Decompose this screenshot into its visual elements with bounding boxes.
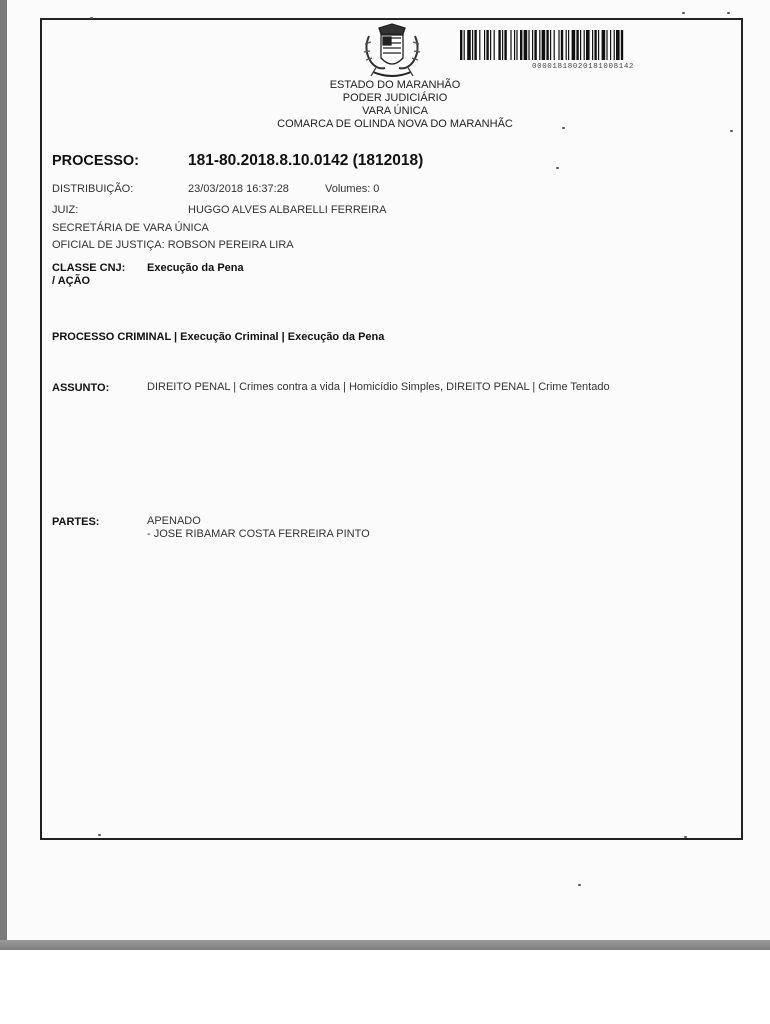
header-state: ESTADO DO MARANHÃO — [329, 79, 461, 91]
assunto-label: ASSUNTO: — [52, 382, 110, 394]
secretaria-line: SECRETÁRIA DE VARA ÚNICA — [52, 222, 209, 234]
scan-speck — [90, 17, 93, 19]
scan-speck — [727, 12, 730, 14]
coat-of-arms-icon — [359, 22, 425, 80]
oficial-line: OFICIAL DE JUSTIÇA: ROBSON PEREIRA LIRA — [52, 239, 294, 251]
scan-speck — [578, 884, 581, 886]
assunto-value: DIREITO PENAL | Crimes contra a vida | Homicídio Simples, DIREITO PENAL | Crime Tentado — [147, 381, 610, 393]
partes-label: PARTES: — [52, 516, 100, 528]
scanner-bottom-edge — [0, 940, 770, 950]
header-judiciary: PODER JUDICIÁRIO — [342, 92, 448, 104]
distribuicao-label: DISTRIBUIÇÃO: — [52, 183, 134, 195]
scan-speck — [98, 834, 101, 836]
scan-speck — [682, 12, 685, 14]
processo-label: PROCESSO: — [52, 153, 140, 169]
barcode-number: 00001818020181008142 — [532, 63, 635, 71]
scan-speck — [684, 836, 687, 838]
scan-speck — [556, 167, 559, 169]
header-district: COMARCA DE OLINDA NOVA DO MARANHÃC — [277, 118, 513, 130]
partes-name: - JOSE RIBAMAR COSTA FERREIRA PINTO — [147, 528, 370, 540]
distribuicao-volumes: Volumes: 0 — [325, 183, 380, 195]
juiz-label: JUIZ: — [52, 204, 79, 216]
classe-label-acao: / AÇÃO — [52, 275, 91, 287]
processo-number: 181-80.2018.8.10.0142 (1812018) — [188, 152, 424, 169]
header-court: VARA ÚNICA — [362, 105, 428, 117]
partes-role: APENADO — [147, 515, 201, 527]
classe-label: CLASSE CNJ: — [52, 262, 126, 274]
processo-categoria: PROCESSO CRIMINAL | Execução Criminal | Execução da Pena — [52, 331, 385, 343]
scanner-left-edge — [0, 0, 7, 948]
distribuicao-datetime: 23/03/2018 16:37:28 — [188, 183, 289, 195]
scan-speck — [730, 130, 733, 132]
document-frame — [40, 18, 743, 840]
juiz-name: HUGGO ALVES ALBARELLI FERREIRA — [188, 204, 387, 216]
classe-value: Execução da Pena — [147, 262, 244, 274]
court-header — [200, 79, 590, 131]
